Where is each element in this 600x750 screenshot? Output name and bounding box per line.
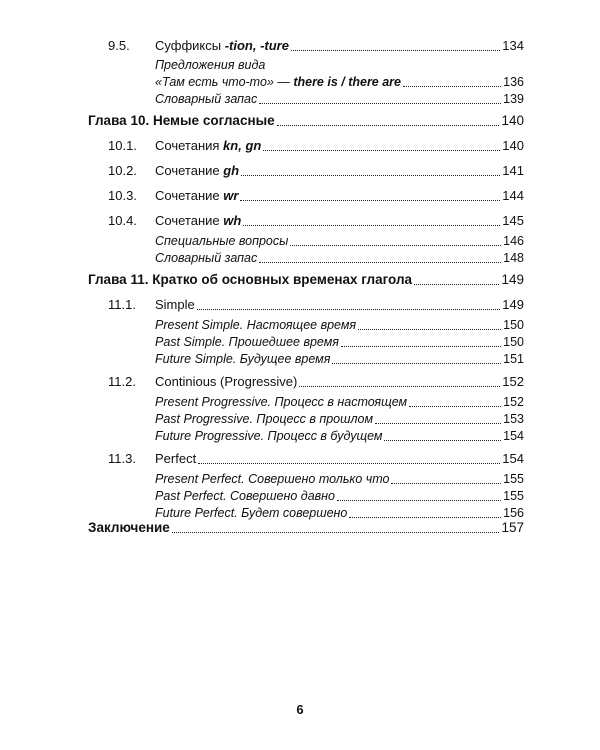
subsection-title: Словарный запас [155,251,258,265]
section-title: Сочетание gh [155,163,240,178]
subsection-title: Present Simple. Настоящее время [155,318,357,332]
subsection-title: Present Progressive. Процесс в настоящем [155,395,408,409]
page-number: 157 [501,520,524,535]
page-number: 152 [502,374,524,389]
subsection-title: Past Perfect. Совершено давно [155,489,336,503]
page-number: 150 [503,318,524,332]
dot-leader [290,245,501,246]
toc-entry-10-1 [0,136,600,156]
toc-chapter-10 [0,111,600,131]
chapter-title: Заключение [88,520,170,535]
page-number: 146 [503,234,524,248]
subsection-title: Предложения вида [155,58,266,72]
page-number: 140 [502,138,524,153]
toc-chapter-11 [0,270,600,290]
page-number: 140 [501,113,524,128]
dot-leader [263,150,500,151]
toc-subentry-vocabulary [0,89,600,109]
page-number: 153 [503,412,524,426]
page-number: 144 [502,188,524,203]
section-number: 9.5. [108,38,130,53]
dot-leader [358,329,501,330]
page-number: 149 [502,297,524,312]
page-number: 141 [502,163,524,178]
page-number: 134 [502,38,524,53]
dot-leader [299,386,500,387]
section-title: Сочетания kn, gn [155,138,262,153]
dot-leader [341,346,501,347]
toc-entry-11-1 [0,295,600,315]
dot-leader [391,483,501,484]
page-number: 152 [503,395,524,409]
dot-leader [337,500,501,501]
dot-leader [291,50,500,51]
dot-leader [198,463,500,464]
dot-leader [375,423,501,424]
toc-subentry-future-progressive [0,426,600,446]
page-number: 139 [503,92,524,106]
chapter-title: Глава 10. Немые согласные [88,113,275,128]
section-title: Суффиксы -tion, -ture [155,38,289,53]
section-title: Continious (Progressive) [155,374,298,389]
subsection-title: Past Progressive. Процесс в прошлом [155,412,374,426]
toc-entry-10-2 [0,161,600,181]
section-number: 11.1. [108,297,136,312]
section-number: 10.2. [108,163,137,178]
toc-entry-11-2 [0,372,600,392]
section-number: 11.2. [108,374,136,389]
dot-leader [403,86,501,87]
page-number: 150 [503,335,524,349]
page-number: 136 [503,75,524,89]
subsection-title: Future Progressive. Процесс в будущем [155,429,383,443]
subsection-title: Present Perfect. Совершено только что [155,472,390,486]
toc-conclusion [0,518,600,538]
page-number: 154 [503,429,524,443]
dot-leader [243,225,500,226]
toc-entry-9-5 [0,36,600,56]
section-number: 10.3. [108,188,137,203]
dot-leader [409,406,501,407]
subsection-title: «Там есть что-то» — there is / there are [155,75,402,89]
dot-leader [259,262,501,263]
section-number: 10.4. [108,213,137,228]
toc-entry-10-3 [0,186,600,206]
subsection-title: Future Simple. Будущее время [155,352,331,366]
section-title: Сочетание wh [155,213,242,228]
toc-entry-11-3 [0,449,600,469]
dot-leader [277,125,500,126]
section-number: 11.3. [108,451,136,466]
subsection-title: Специальные вопросы [155,234,289,248]
dot-leader [414,284,499,285]
subsection-title: Словарный запас [155,92,258,106]
page-number: 155 [503,472,524,486]
page-number: 156 [503,506,524,520]
page-number: 145 [502,213,524,228]
toc-subentry-future-simple [0,349,600,369]
page-number: 154 [502,451,524,466]
page-number: 155 [503,489,524,503]
section-title: Perfect [155,451,197,466]
section-title: Сочетание wr [155,188,239,203]
page-number: 149 [501,272,524,287]
section-title: Simple [155,297,195,312]
chapter-title: Глава 11. Кратко об основных временах глагола [88,272,413,287]
dot-leader [259,103,501,104]
dot-leader [197,309,501,310]
dot-leader [240,200,500,201]
page-footer-number: 6 [296,702,304,717]
section-number: 10.1. [108,138,137,153]
subsection-title: Past Simple. Прошедшее время [155,335,339,349]
subsection-title: Future Perfect. Будет совершено [155,506,348,520]
dot-leader [332,363,501,364]
toc-entry-10-4 [0,211,600,231]
page-number: 148 [503,251,524,265]
dot-leader [172,532,500,533]
toc-subentry-vocabulary [0,248,600,268]
page-number: 151 [503,352,524,366]
dot-leader [241,175,500,176]
dot-leader [384,440,501,441]
